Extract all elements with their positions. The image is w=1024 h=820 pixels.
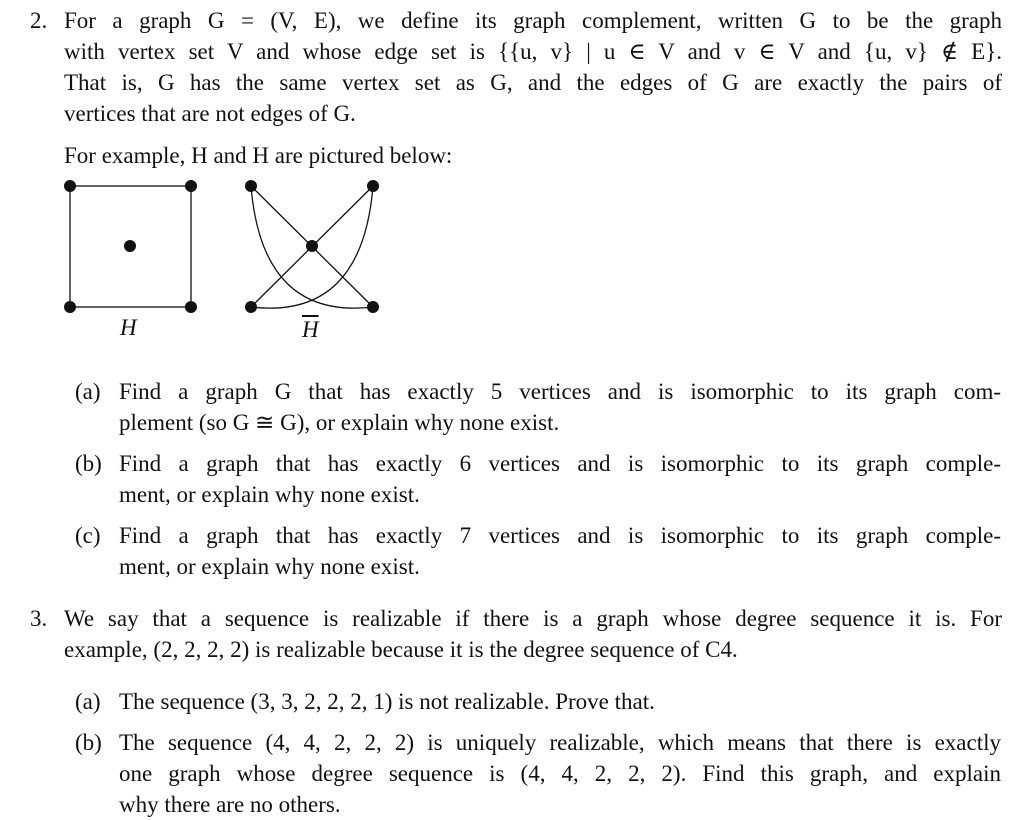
intro-line: example, (2, 2, 2, 2) is realizable because it is the degree sequence of C4. (64, 637, 738, 662)
intro-line: We say that a sequence is realizable if there is a graph whose degree sequence it is. For (64, 606, 1002, 631)
graph-label-h-bar: $\overline{H}$ (302, 317, 319, 342)
part-line: one graph whose degree sequence is (4, 4, 2, 2, 2). Find this graph, and explain (119, 761, 1001, 786)
part-line: why there are no others. (119, 792, 341, 817)
part-label: (a) (75, 689, 101, 714)
example-line: For example, H and H are pictured below: (64, 143, 453, 168)
part-line: ment, or explain why none exist. (119, 554, 420, 579)
graph-label-h: H (120, 315, 137, 340)
complement-vertex (367, 180, 379, 192)
part-label: (b) (75, 451, 102, 476)
complement-vertex (245, 180, 257, 192)
graph-h-vertex (64, 180, 76, 192)
intro-line: That is, G has the same vertex set as G, and the edges of G are exactly the pairs of (64, 70, 1002, 95)
intro-line: For a graph G = (V, E), we define its graph complement, written G to be the graph (64, 8, 1002, 33)
problem-number: 3. (30, 606, 48, 631)
problem-number: 2. (30, 8, 48, 33)
part-line: The sequence (4, 4, 2, 2, 2) is uniquely realizable, which means that there is exactly (119, 730, 1001, 755)
graph-figure-svg (0, 0, 1024, 360)
intro-line: vertices that are not edges of G. (64, 101, 356, 126)
graph-h-vertex (64, 301, 76, 313)
part-label: (b) (75, 730, 102, 755)
graph-h-vertex (124, 240, 136, 252)
graph-figure (0, 0, 1024, 360)
part-line: plement (so G ≅ G), or explain why none exist. (119, 410, 560, 435)
part-line: Find a graph that has exactly 6 vertices and is isomorphic to its graph comple- (119, 451, 1001, 476)
complement-vertex (306, 240, 318, 252)
intro-line: with vertex set V and whose edge set is {{u, v} | u ∈ V and v ∈ V and {u, v} ∉ E}. (64, 39, 1002, 64)
part-label: (a) (75, 379, 101, 404)
graph-h-vertex (185, 180, 197, 192)
part-line: ment, or explain why none exist. (119, 482, 420, 507)
problem-3-intro (64, 603, 1002, 665)
part-line: Find a graph that has exactly 7 vertices and is isomorphic to its graph comple- (119, 523, 1001, 548)
graph-h-vertex (185, 301, 197, 313)
complement-vertex (245, 301, 257, 313)
complement-vertex (367, 301, 379, 313)
part-label: (c) (75, 523, 101, 548)
graph-h-vertices (64, 180, 197, 313)
part-line: The sequence (3, 3, 2, 2, 2, 1) is not realizable. Prove that. (119, 689, 655, 714)
part-line: Find a graph G that has exactly 5 vertices and is isomorphic to its graph com- (119, 379, 1001, 404)
